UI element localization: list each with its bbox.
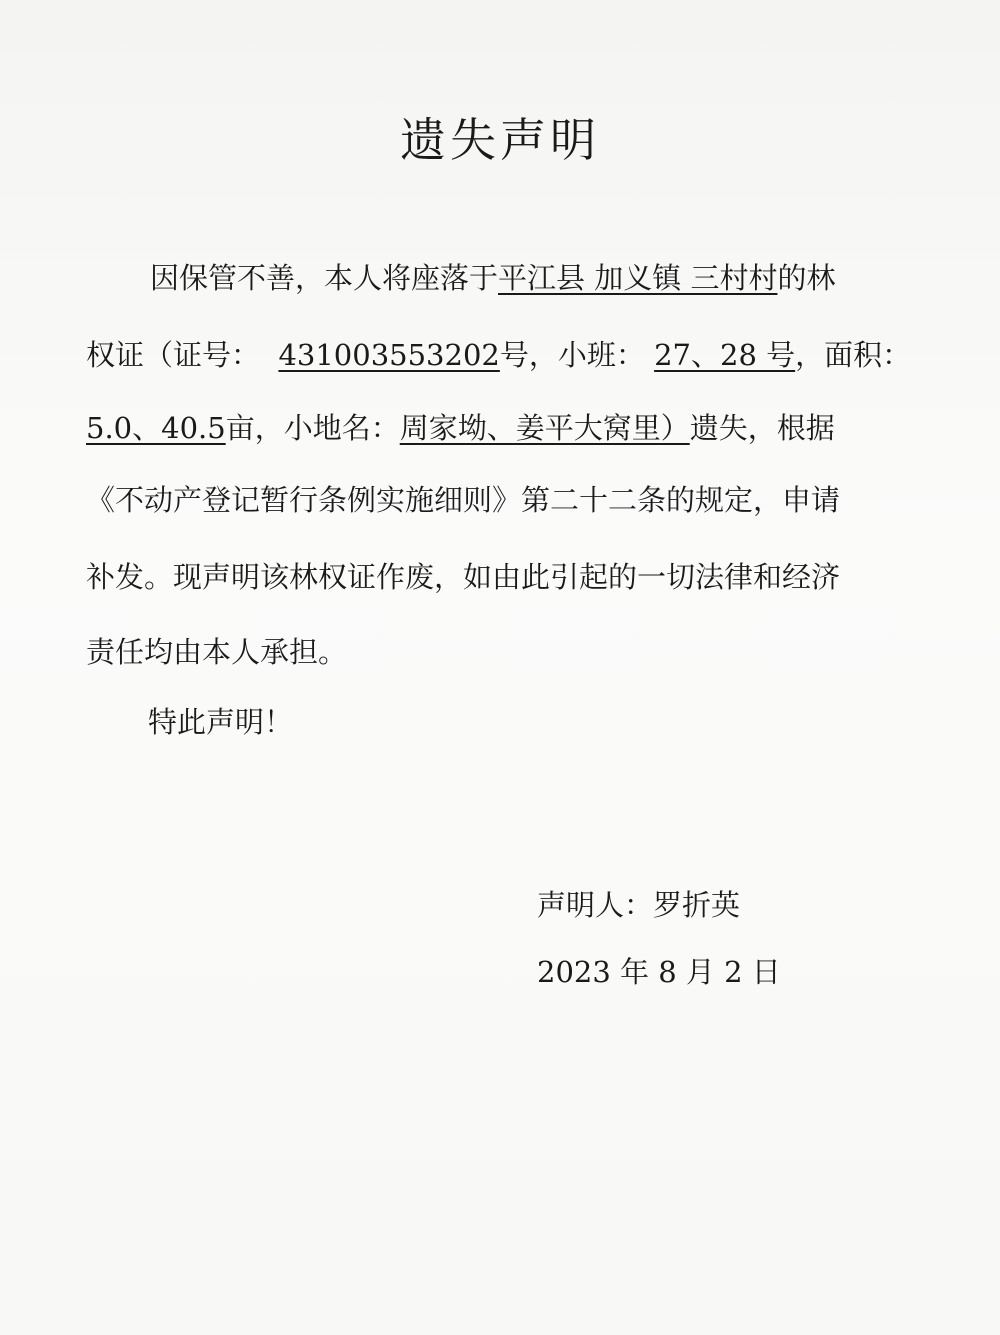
line3-suffix: 遗失，根据 <box>689 411 835 445</box>
closing-statement: 特此声明！ <box>148 705 294 739</box>
location-field: 平江县 加义镇 三村村 <box>498 261 778 295</box>
body-line-3 <box>86 408 835 448</box>
declarant-name: 罗折英 <box>653 888 741 922</box>
page-title: 遗失声明 <box>400 113 600 167</box>
line2-suffix: ，面积： <box>795 338 912 372</box>
declarant-label: 声明人： <box>537 888 654 922</box>
body-line-5: 补发。现声明该林权证作废，如由此引起的一切法律和经济 <box>86 560 841 594</box>
body-line-2 <box>86 335 911 375</box>
body-line-6: 责任均由本人承担。 <box>86 635 348 669</box>
line2-prefix: 权证（证号： <box>86 338 261 372</box>
line1-suffix: 的林 <box>777 261 836 295</box>
signature-date: 2023 年 8 月 2 日 <box>537 955 781 989</box>
area-field: 5.0、40.5 <box>86 411 226 445</box>
line2-middle: 号，小班： <box>499 338 645 372</box>
declarant-line <box>537 885 740 925</box>
body-line-4: 《不动产登记暂行条例实施细则》第二十二条的规定，申请 <box>86 483 841 517</box>
place-name-field: 周家坳、姜平大窝里） <box>399 411 690 445</box>
body-line-1 <box>150 258 835 298</box>
line1-prefix: 因保管不善，本人将座落于 <box>150 261 499 295</box>
compartment-field: 27、28 号 <box>654 338 796 372</box>
cert-number-field: 431003553202 <box>278 338 500 372</box>
line3-middle: 亩，小地名： <box>225 411 400 445</box>
